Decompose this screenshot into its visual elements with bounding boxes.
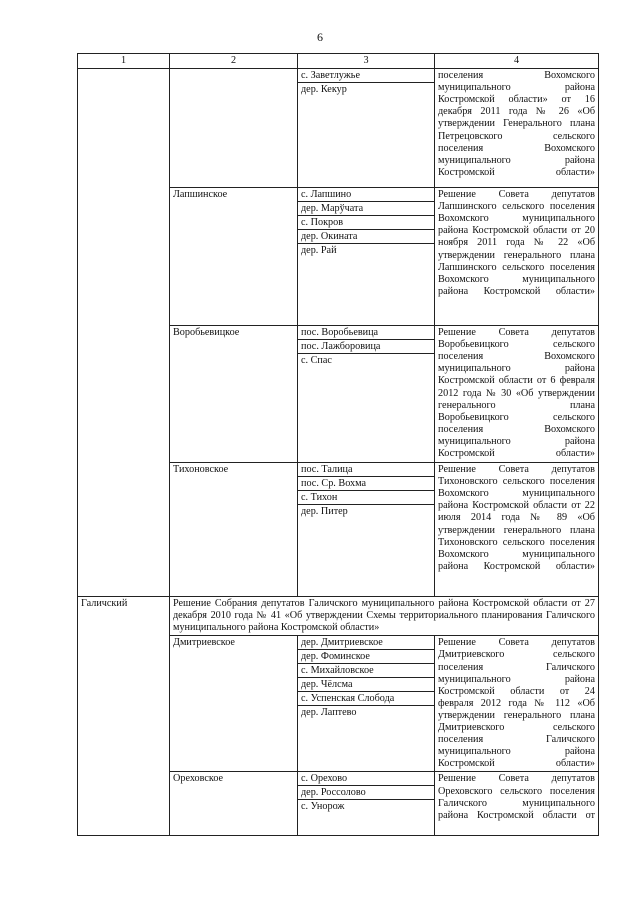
decision-text: Решение Совета депутатов Ореховского сельского поселения Галичского муниципального района Костромской области от [435, 772, 599, 836]
list-item: дер. Лаптево [301, 707, 357, 719]
settlements-table [77, 53, 599, 836]
settlements-list [298, 772, 435, 836]
list-item: пос. Ср. Вохма [298, 477, 434, 491]
district-cell [78, 69, 170, 597]
list-item: дер. Марўчата [298, 202, 434, 216]
list-item: с. Унорож [301, 801, 345, 813]
decision-text: Решение Совета депутатов Тихоновского сельского поселения Вохомского муниципального района Костромской области от 22 июля 2014 года № 89 «Об утверждении генерального плана Тихоновского сельского поселения Вохомского муниципального района Костромской области» [435, 463, 599, 597]
district-decision-text: Решение Собрания депутатов Галичского муниципального района Костромской области от 27 декабря 2010 года № 41 «Об утверждении Схемы территориального планирования Галичского муниципального района Костромской области» [170, 597, 599, 636]
header-col-1: 1 [78, 54, 170, 69]
page-number: 6 [317, 30, 323, 44]
list-item: с. Заветлужье [298, 69, 434, 83]
header-col-4: 4 [435, 54, 599, 69]
list-item: с. Спас [301, 355, 332, 367]
list-item: дер. Окината [298, 230, 434, 244]
list-item: с. Успенская Слобода [298, 692, 434, 706]
list-item: с. Орехово [298, 772, 434, 786]
decision-text: Решение Совета депутатов Дмитриевского сельского поселения Галичского муниципального района Костромской области от 24 февраля 2012 года № 112 «Об утверждении генерального плана Дмитриевского сельского поселения Галичского муниципального района Костромской области» [435, 636, 599, 772]
settlement-name: Тихоновское [170, 463, 298, 597]
settlements-list [298, 463, 435, 597]
settlement-name [170, 69, 298, 188]
list-item: с. Михайловское [298, 664, 434, 678]
list-item: пос. Лажборовица [298, 340, 434, 354]
header-row [78, 54, 599, 69]
list-item: с. Покров [298, 216, 434, 230]
settlement-name: Воробьевицкое [170, 326, 298, 463]
list-item: дер. Россолово [298, 786, 434, 800]
decision-text: поселения Вохомского муниципального района Костромской области» от 16 декабря 2011 года № 26 «Об утверждении Генерального плана Петрецовского сельского поселения Вохомского муниципального района Костромской области» [435, 69, 599, 188]
district-cell: Галичский [78, 597, 170, 836]
settlement-name: Лапшинское [170, 188, 298, 326]
list-item: с. Лапшино [298, 188, 434, 202]
header-col-2: 2 [170, 54, 298, 69]
decision-text: Решение Совета депутатов Лапшинского сельского поселения Вохомского муниципального района Костромской области от 20 ноября 2011 года № 22 «Об утверждении генерального плана Лапшинского сельского поселения Вохомского муниципального района Костромской области» [435, 188, 599, 326]
settlements-list [298, 69, 435, 188]
header-col-3: 3 [298, 54, 435, 69]
settlement-name: Ореховское [170, 772, 298, 836]
settlement-name: Дмитриевское [170, 636, 298, 772]
list-item: пос. Талица [298, 463, 434, 477]
settlements-list [298, 326, 435, 463]
list-item: пос. Воробьевица [298, 326, 434, 340]
table-row [78, 597, 599, 636]
list-item: дер. Питер [301, 506, 348, 518]
decision-text: Решение Совета депутатов Воробьевицкого сельского поселения Вохомского муниципального района Костромской области от 6 февраля 2012 года № 30 «Об утверждении генерального плана Воробьевицкого сельского поселения Вохомского муниципального района Костромской области» [435, 326, 599, 463]
settlements-list [298, 636, 435, 772]
list-item: дер. Дмитриевское [298, 636, 434, 650]
table-row [78, 69, 599, 188]
list-item: дер. Фоминское [298, 650, 434, 664]
list-item: дер. Рай [301, 245, 337, 257]
list-item: дер. Чёлсма [298, 678, 434, 692]
list-item: дер. Кекур [301, 84, 347, 96]
list-item: с. Тихон [298, 491, 434, 505]
settlements-list [298, 188, 435, 326]
